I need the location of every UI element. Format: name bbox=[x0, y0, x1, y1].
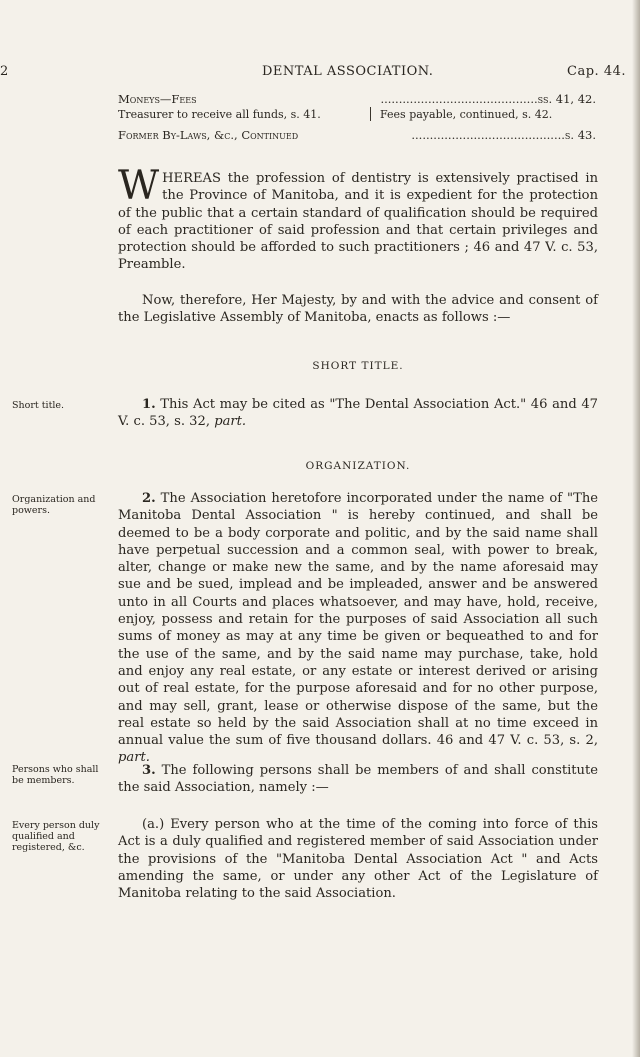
margin-note-organization: Organization and powers. bbox=[12, 494, 96, 516]
page-edge-shadow bbox=[632, 0, 640, 1057]
section-suffix: part. bbox=[118, 750, 150, 766]
margin-note-short-title: Short title. bbox=[12, 400, 65, 411]
clause-number: (a.) bbox=[142, 817, 165, 832]
index-divider bbox=[370, 107, 371, 121]
heading-short-title: SHORT TITLE. bbox=[312, 360, 404, 372]
section-3 bbox=[118, 762, 598, 797]
section-number: 1. bbox=[142, 397, 156, 412]
index-ref: ..........................................s. 43. bbox=[411, 128, 596, 142]
heading-organization: ORGANIZATION. bbox=[305, 460, 411, 472]
section-number: 3. bbox=[142, 763, 156, 778]
preamble-text: HEREAS the profession of dentistry is extensively practised in the Province of Manitoba, and it is expedient for the protection of the public that a certain standard of qualification should be required of each practitioner of said profession and that certain privileges and protection should be afforded to such practitioners ; 46 and 47 V. c. 53, Preamble. bbox=[118, 171, 598, 273]
page-number: 2 bbox=[0, 64, 9, 79]
index-sub-right: Fees payable, continued, s. 42. bbox=[380, 108, 553, 121]
chapter-label: Cap. 44. bbox=[567, 64, 626, 79]
enacting-clause: Now, therefore, Her Majesty, by and with the advice and consent of the Legislative Assembly of Manitoba, enacts as follows :— bbox=[118, 293, 598, 326]
section-1 bbox=[118, 396, 598, 431]
margin-note-qualified: Every person duly qualified and registered, &c. bbox=[12, 820, 100, 853]
section-suffix: part. bbox=[214, 414, 247, 430]
section-text: The following persons shall be members of and shall constitute the said Association, namely :— bbox=[118, 763, 598, 796]
section-number: 2. bbox=[142, 491, 156, 506]
index-line-bylaws bbox=[118, 128, 596, 142]
section-text: The Association heretofore incorporated under the name of "The Manitoba Dental Association " is hereby continued, and shall be deemed to be a body corporate and politic, and by the said name shall have perpetual succession and a common seal, with power to break, alter, change or make new the same, and by the name aforesaid may sue and be sued, implead and be impleaded, answer and be answered unto in all Courts and places whatsoever, and may have, hold, receive, enjoy, possess and retain for the purposes of said Association all such sums of money as may at any time be given or bequeathed to and for the use of the same, and by the said name may purchase, take, hold and enjoy any real estate, or any estate or interest derived or arising out of real estate, for the purpose aforesaid and for no other purpose, and may sell, grant, lease or otherwise dispose of the same, but the real estate so held by the said Association shall at no time exceed in annual value the sum of five thousand dollars. 46 and 47 V. c. 53, s. 2, bbox=[118, 491, 598, 749]
index-label: Moneys—Fees bbox=[118, 92, 197, 106]
section-3a bbox=[118, 816, 598, 902]
page-title: DENTAL ASSOCIATION. bbox=[262, 64, 434, 79]
index-sub-left: Treasurer to receive all funds, s. 41. bbox=[118, 108, 321, 121]
drop-cap: W bbox=[118, 163, 160, 209]
margin-note-members: Persons who shall be members. bbox=[12, 764, 99, 786]
clause-text: Every person who at the time of the coming into force of this Act is a duly qualified and registered member of said Association under the provisions of the "Manitoba Dental Association Act " and Acts amending the same, or under any other Act of the Legislature of Manitoba relating to the said Association. bbox=[118, 817, 598, 902]
section-text: This Act may be cited as "The Dental Association Act." 46 and 47 V. c. 53, s. 32, bbox=[118, 397, 598, 430]
section-2 bbox=[118, 490, 598, 767]
running-head bbox=[0, 64, 640, 82]
preamble bbox=[118, 163, 598, 274]
index-label: Former By-Laws, &c., Continued bbox=[118, 128, 299, 142]
index-line-moneys bbox=[118, 92, 596, 106]
index-ref: ...........................................ss. 41, 42. bbox=[380, 92, 596, 106]
